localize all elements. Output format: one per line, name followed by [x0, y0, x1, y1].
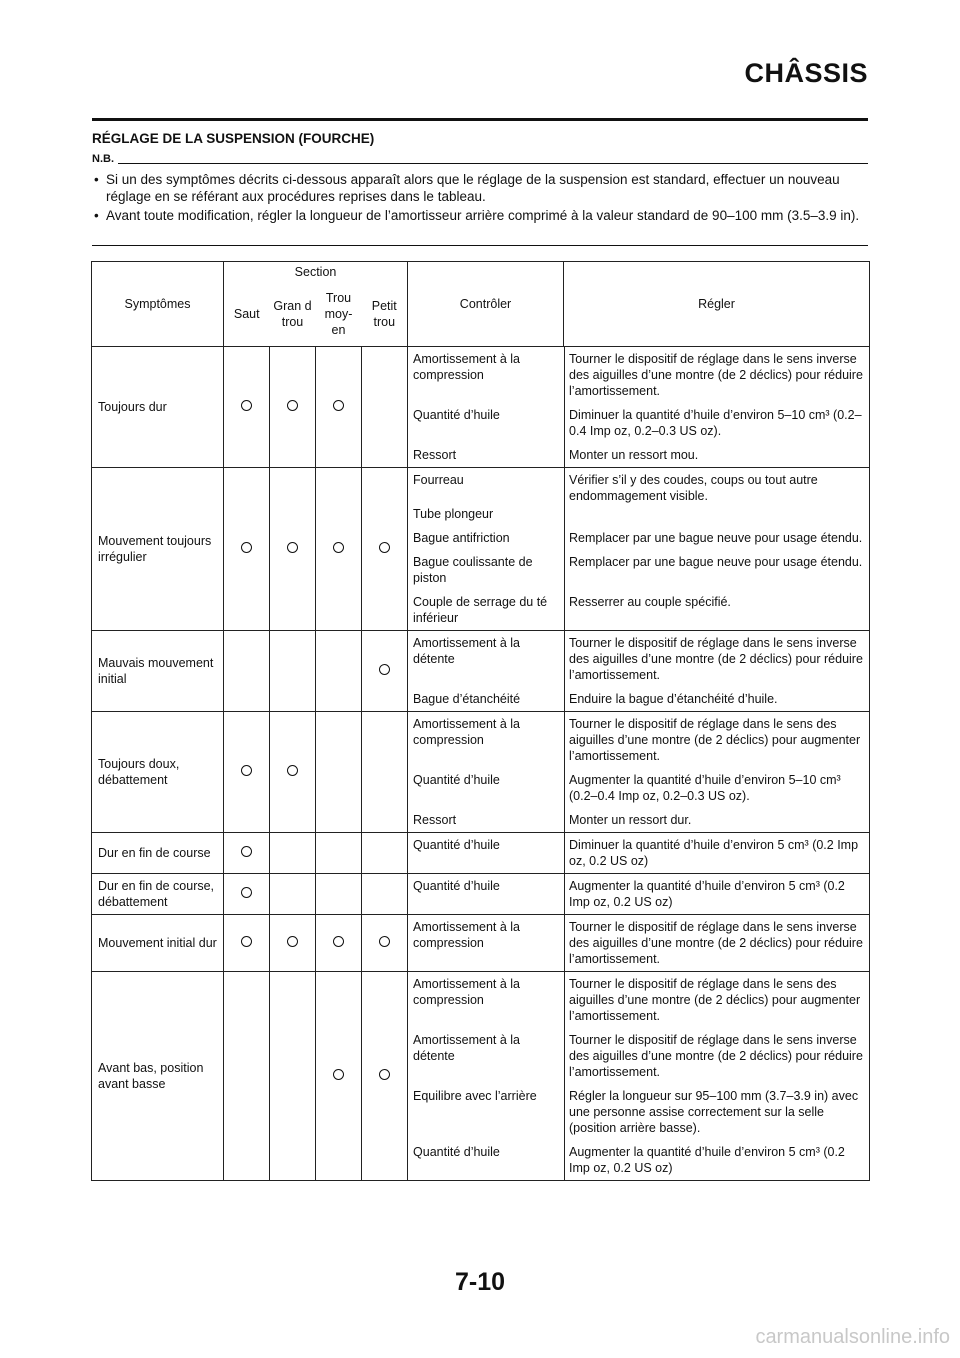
circle-mark-icon: [287, 400, 298, 411]
adjust-text: Tourner le dispositif de réglage dans le sens inverse des aiguilles d’une montre (de 2 déclics) pour réduire l’amortissement.: [569, 1033, 863, 1079]
section-mark-cell: [224, 712, 270, 833]
check-item: [413, 1032, 864, 1080]
circle-mark-icon: [287, 542, 298, 553]
symptom-cell: Toujours dur: [92, 347, 224, 468]
section-mark-cell: [362, 712, 408, 833]
section-mark-cell: [224, 347, 270, 468]
note-item: • Si un des symptômes décrits ci-dessous apparaît alors que le réglage de la suspension est standard, effectuer un nouveau réglage en se référant aux procédures reprises dans le tableau.: [92, 171, 868, 205]
table-row: [92, 468, 870, 631]
control-text: Ressort: [413, 813, 457, 827]
section-mark-cell: [270, 468, 316, 631]
adjust-text: Augmenter la quantité d’huile d’environ 5 cm³ (0.2 Imp oz, 0.2 US oz): [569, 879, 845, 909]
control-text: Bague antifriction: [413, 531, 510, 545]
section-mark-cell: [316, 347, 362, 468]
check-item: [413, 691, 864, 707]
symptom-cell: Avant bas, position avant basse: [92, 972, 224, 1181]
adjust-text: Tourner le dispositif de réglage dans le sens des aiguilles d’une montre (de 2 déclics) pour augmenter l’amortissement.: [569, 977, 861, 1023]
section-mark-cell: [224, 833, 270, 874]
control-text: Amortissement à la compression: [413, 920, 520, 950]
control-text: Fourreau: [413, 473, 464, 487]
adjust-text: Remplacer par une bague neuve pour usage étendu.: [569, 531, 863, 545]
adjust-text: Tourner le dispositif de réglage dans le sens des aiguilles d’une montre (de 2 déclics) pour augmenter l’amortissement.: [569, 717, 861, 763]
section-mark-cell: [362, 631, 408, 712]
header-controler: Contrôler: [408, 262, 564, 347]
check-item: [413, 594, 864, 626]
check-item: [413, 812, 864, 828]
circle-mark-icon: [241, 846, 252, 857]
check-adjust-cell: [408, 972, 870, 1181]
circle-mark-icon: [241, 936, 252, 947]
symptoms-table: [91, 261, 870, 1181]
check-item: [413, 919, 864, 967]
check-adjust-cell: [408, 712, 870, 833]
header-regler: Régler: [564, 262, 870, 347]
control-text: Bague d’étanchéité: [413, 692, 521, 706]
control-text: Ressort: [413, 448, 457, 462]
adjust-text: Diminuer la quantité d’huile d’environ 5 cm³ (0.2 Imp oz, 0.2 US oz): [569, 838, 859, 868]
circle-mark-icon: [333, 936, 344, 947]
note-header: [92, 153, 868, 167]
adjust-text: Vérifier s’il y des coudes, coups ou tout autre endommagement visible.: [569, 473, 818, 503]
check-adjust-cell: [408, 631, 870, 712]
watermark: carmanualsonline.info: [755, 1326, 950, 1348]
check-adjust-cell: [408, 347, 870, 468]
section-mark-cell: [362, 833, 408, 874]
check-adjust-cell: [408, 833, 870, 874]
control-text: Quantité d’huile: [413, 408, 500, 422]
circle-mark-icon: [287, 765, 298, 776]
adjust-text: Enduire la bague d’étanchéité d’huile.: [569, 692, 778, 706]
adjust-text: Tourner le dispositif de réglage dans le sens inverse des aiguilles d’une montre (de 2 déclics) pour réduire l’amortissement.: [569, 636, 863, 682]
symptom-rows: [92, 347, 870, 1181]
section-mark-cell: [270, 631, 316, 712]
control-text: Equilibre avec l’arrière: [413, 1089, 537, 1103]
check-item: [413, 976, 864, 1024]
section-mark-cell: [362, 874, 408, 915]
page-number: 7-10: [454, 1268, 506, 1296]
section-mark-cell: [270, 915, 316, 972]
control-text: Couple de serrage du té inférieur: [413, 595, 548, 625]
section-mark-cell: [224, 874, 270, 915]
adjust-text: Augmenter la quantité d’huile d’environ 5–10 cm³ (0.2–0.4 Imp oz, 0.2–0.3 US oz).: [569, 773, 841, 803]
check-item: [413, 351, 864, 399]
section-mark-cell: [316, 833, 362, 874]
symptom-cell: Mouvement initial dur: [92, 915, 224, 972]
circle-mark-icon: [379, 1069, 390, 1080]
section-mark-cell: [270, 712, 316, 833]
table-row: [92, 833, 870, 874]
section-mark-cell: [316, 874, 362, 915]
check-item: [413, 878, 864, 910]
section-mark-cell: [316, 712, 362, 833]
check-item: [413, 530, 864, 546]
page-title: CHÂSSIS: [744, 58, 868, 88]
control-text: Bague coulissante de piston: [413, 555, 533, 585]
section-mark-cell: [270, 347, 316, 468]
control-text: Amortissement à la détente: [413, 636, 520, 666]
header-trou-moyen: Trou moy- en: [316, 282, 362, 347]
section-mark-cell: [316, 915, 362, 972]
circle-mark-icon: [333, 1069, 344, 1080]
control-text: Amortissement à la détente: [413, 1033, 520, 1063]
note-item: • Avant toute modification, régler la longueur de l’amortisseur arrière comprimé à la valeur standard de 90–100 mm (3.5–3.9 in).: [92, 207, 868, 224]
check-item: [413, 635, 864, 683]
check-item: [413, 506, 864, 522]
table-row: [92, 915, 870, 972]
check-item: [413, 716, 864, 764]
section-mark-cell: [270, 972, 316, 1181]
table-row: [92, 631, 870, 712]
note-end-rule: [92, 245, 868, 246]
circle-mark-icon: [333, 542, 344, 553]
check-item: [413, 447, 864, 463]
control-text: Amortissement à la compression: [413, 352, 520, 382]
check-item: [413, 1088, 864, 1136]
section-mark-cell: [362, 972, 408, 1181]
check-item: [413, 772, 864, 804]
section-mark-cell: [316, 468, 362, 631]
control-text: Quantité d’huile: [413, 1145, 500, 1159]
top-rule: [92, 118, 868, 121]
section-mark-cell: [270, 874, 316, 915]
control-text: Quantité d’huile: [413, 838, 500, 852]
circle-mark-icon: [379, 664, 390, 675]
circle-mark-icon: [241, 765, 252, 776]
adjust-text: Monter un ressort dur.: [569, 813, 692, 827]
control-text: Amortissement à la compression: [413, 717, 520, 747]
check-item: [413, 1144, 864, 1176]
section-mark-cell: [362, 915, 408, 972]
control-text: Amortissement à la compression: [413, 977, 520, 1007]
adjust-text: Tourner le dispositif de réglage dans le sens inverse des aiguilles d’une montre (de 2 déclics) pour réduire l’amortissement.: [569, 920, 863, 966]
symptom-cell: Mouvement toujours irrégulier: [92, 468, 224, 631]
adjust-text: Resserrer au couple spécifié.: [569, 595, 731, 609]
section-mark-cell: [316, 972, 362, 1181]
adjust-text: Augmenter la quantité d’huile d’environ 5 cm³ (0.2 Imp oz, 0.2 US oz): [569, 1145, 845, 1175]
section-heading: RÉGLAGE DE LA SUSPENSION (FOURCHE): [92, 131, 375, 146]
adjust-text: Monter un ressort mou.: [569, 448, 699, 462]
check-adjust-cell: [408, 915, 870, 972]
check-item: [413, 407, 864, 439]
circle-mark-icon: [379, 542, 390, 553]
header-grand-trou: Gran d trou: [270, 282, 316, 347]
symptom-cell: Dur en fin de course, débattement: [92, 874, 224, 915]
symptom-cell: Toujours doux, débattement: [92, 712, 224, 833]
adjust-text: Régler la longueur sur 95–100 mm (3.7–3.9 in) avec une personne assise correctement sur la selle (position arrière basse).: [569, 1089, 859, 1135]
section-mark-cell: [316, 631, 362, 712]
header-saut: Saut: [224, 282, 270, 347]
table-row: [92, 712, 870, 833]
control-text: Quantité d’huile: [413, 773, 500, 787]
section-mark-cell: [224, 972, 270, 1181]
symptom-cell: Dur en fin de course: [92, 833, 224, 874]
header-symptoms: Symptômes: [92, 262, 224, 347]
adjust-text: Tourner le dispositif de réglage dans le sens inverse des aiguilles d’une montre (de 2 déclics) pour réduire l’amortissement.: [569, 352, 863, 398]
note-list: [92, 171, 868, 226]
table-row: [92, 972, 870, 1181]
adjust-text: Remplacer par une bague neuve pour usage étendu.: [569, 555, 863, 569]
section-mark-cell: [362, 347, 408, 468]
table-row: [92, 874, 870, 915]
table-row: [92, 347, 870, 468]
check-item: [413, 554, 864, 586]
note-label: N.B.: [92, 153, 118, 165]
circle-mark-icon: [379, 936, 390, 947]
check-item: [413, 837, 864, 869]
check-item: [413, 472, 864, 504]
section-mark-cell: [224, 915, 270, 972]
circle-mark-icon: [333, 400, 344, 411]
circle-mark-icon: [287, 936, 298, 947]
control-text: Tube plongeur: [413, 507, 494, 521]
section-mark-cell: [224, 468, 270, 631]
section-mark-cell: [270, 833, 316, 874]
check-adjust-cell: [408, 468, 870, 631]
section-mark-cell: [362, 468, 408, 631]
adjust-text: Diminuer la quantité d’huile d’environ 5–10 cm³ (0.2–0.4 Imp oz, 0.2–0.3 US oz).: [569, 408, 862, 438]
header-section: Section: [224, 262, 408, 283]
note-rule: [118, 163, 868, 164]
section-mark-cell: [224, 631, 270, 712]
symptom-cell: Mauvais mouvement initial: [92, 631, 224, 712]
header-petit-trou: Petit trou: [362, 282, 408, 347]
control-text: Quantité d’huile: [413, 879, 500, 893]
check-adjust-cell: [408, 874, 870, 915]
circle-mark-icon: [241, 887, 252, 898]
adjust-text: [565, 506, 864, 522]
circle-mark-icon: [241, 400, 252, 411]
circle-mark-icon: [241, 542, 252, 553]
